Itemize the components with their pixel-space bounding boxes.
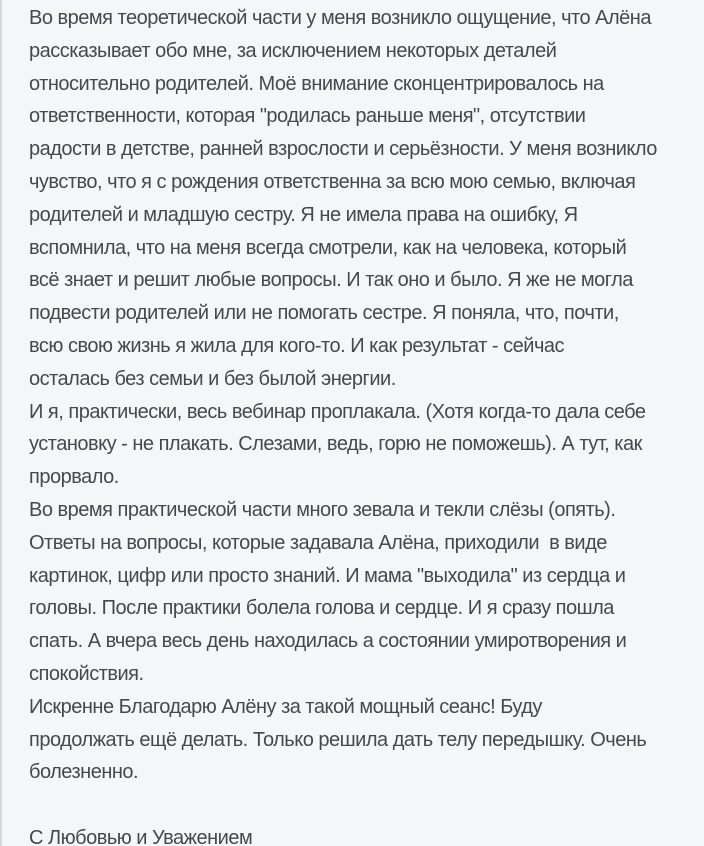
review-text-line: установку - не плакать. Слезами, ведь, горю не поможешь). А тут, как	[29, 433, 642, 456]
review-text-line: головы. После практики болела голова и сердце. И я сразу пошла	[29, 597, 614, 620]
review-text-line: ответственности, которая "родилась раньше меня", отсутствии	[29, 105, 586, 128]
review-text-line: вспомнила, что на меня всегда смотрели, как на человека, который	[29, 236, 627, 259]
review-text-line: болезненно.	[29, 761, 139, 784]
review-text-line: всю свою жизнь я жила для кого-то. И как результат - сейчас	[29, 334, 564, 357]
review-text-line: всё знает и решит любые вопросы. И так оно и было. Я же не могла	[29, 269, 633, 292]
review-text-line: относительно родителей. Моё внимание сконцентрировалось на	[29, 72, 604, 95]
review-text-line: чувство, что я с рождения ответственна за всю мою семью, включая	[29, 170, 636, 193]
review-text-line: прорвало.	[29, 466, 119, 489]
review-text-line: Ответы на вопросы, которые задавала Алёна, приходили в виде	[29, 531, 607, 554]
review-text-line: родителей и младшую сестру. Я не имела права на ошибку, Я	[29, 203, 578, 226]
review-text-signature-line: С Любовью и Уважением	[29, 826, 253, 846]
review-text-line: рассказывает обо мне, за исключением некоторых деталей	[29, 39, 557, 62]
review-text-line: Искренне Благодарю Алёну за такой мощный сеанс! Буду	[29, 695, 542, 718]
review-text-line: радости в детстве, ранней взрослости и серьёзности. У меня возникло	[29, 138, 657, 161]
review-text-line: продолжать ещё делать. Только решила дать телу передышку. Очень	[29, 728, 647, 751]
review-text-blank-line	[29, 789, 684, 822]
review-text-line: спать. А вчера весь день находилась а состоянии умиротворения и	[29, 630, 627, 653]
review-text-line: И я, практически, весь вебинар проплакала. (Хотя когда-то дала себе	[29, 400, 646, 423]
review-text-line: осталась без семьи и без былой энергии.	[29, 367, 396, 390]
review-text-line: подвести родителей или не помогать сестре. Я поняла, что, почти,	[29, 302, 619, 325]
review-text-line: картинок, цифр или просто знаний. И мама "выходила" из сердца и	[29, 564, 626, 587]
review-text-line: спокойствия.	[29, 662, 144, 685]
review-text-line: Во время практической части много зевала и текли слёзы (опять).	[29, 498, 616, 521]
review-text-line: Во время теоретической части у меня возникло ощущение, что Алёна	[29, 7, 651, 29]
